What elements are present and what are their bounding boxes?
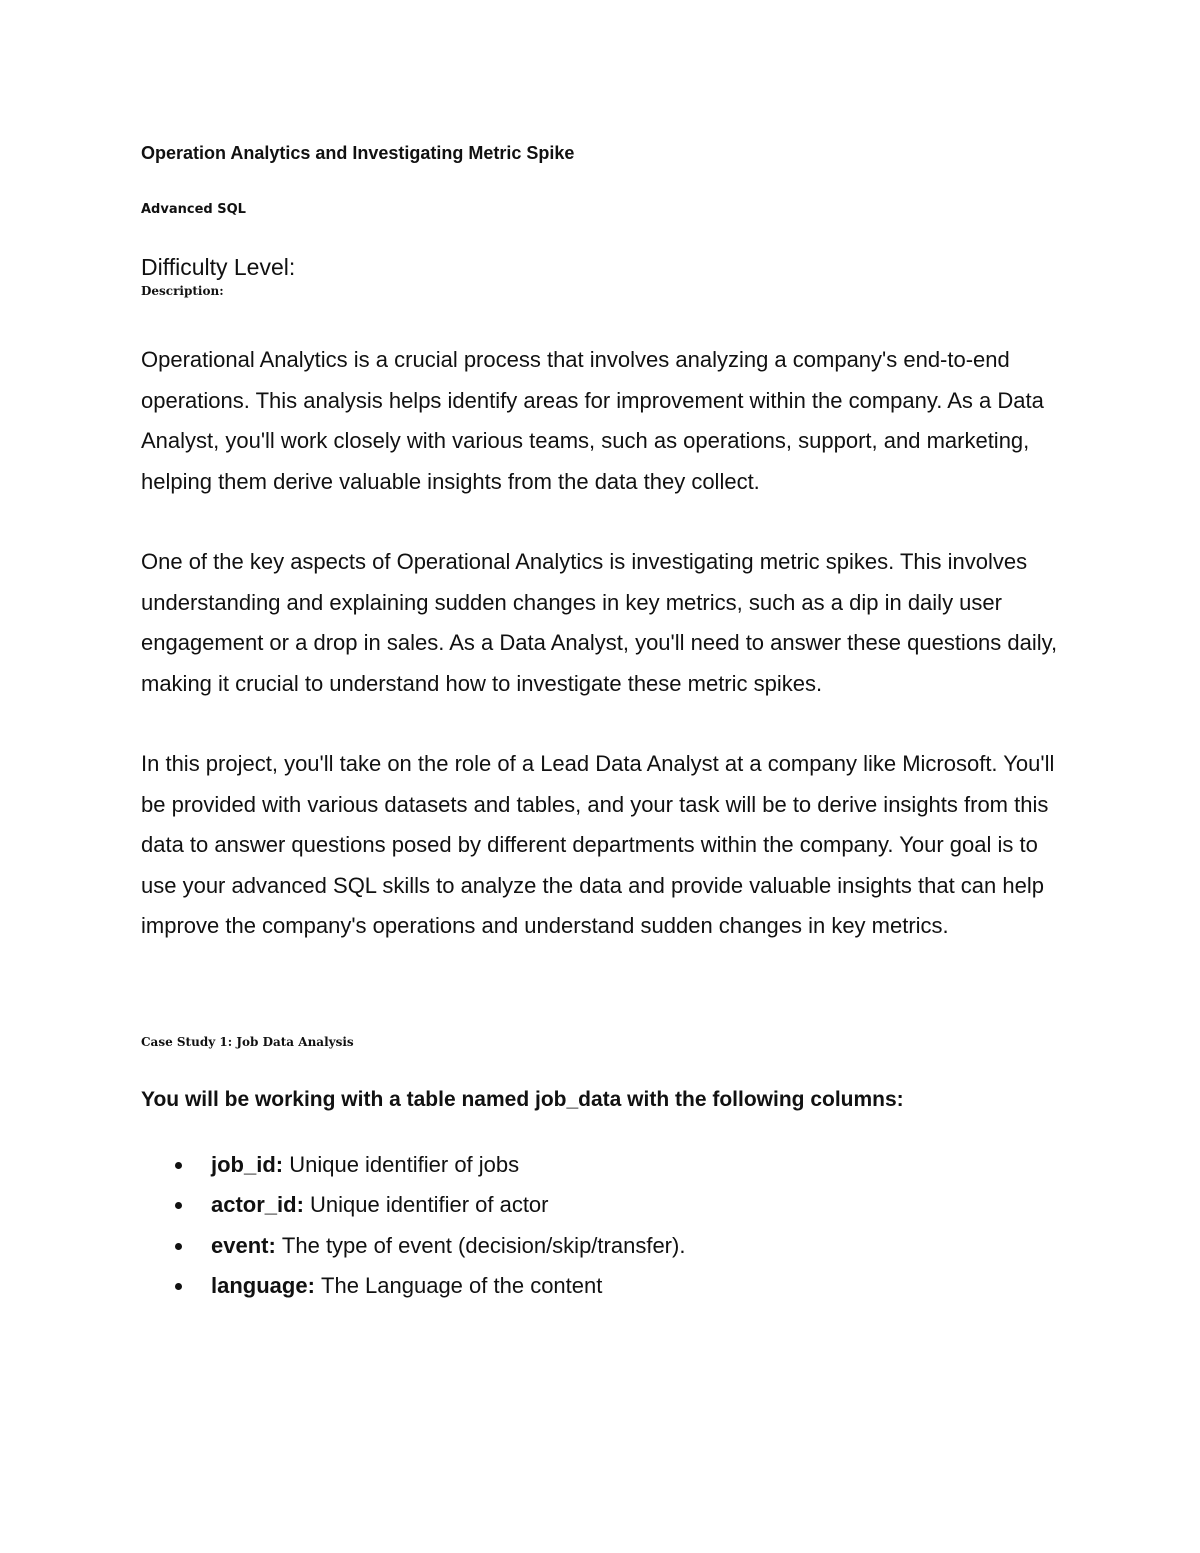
list-item <box>141 1145 1071 1186</box>
column-description: The Language of the content <box>321 1273 603 1298</box>
paragraph: One of the key aspects of Operational Analytics is investigating metric spikes. This involves understanding and explaining sudden changes in key metrics, such as a dip in daily user engagement or a drop in sales. As a Data Analyst, you'll need to answer these questions daily, making it crucial to understand how to investigate these metric spikes. <box>141 549 1058 696</box>
list-item <box>141 1185 1071 1226</box>
column-description: Unique identifier of jobs <box>289 1151 520 1177</box>
bullet-icon <box>175 1283 182 1290</box>
column-description: Unique identifier of actor <box>310 1192 549 1217</box>
column-name: event: <box>211 1232 282 1258</box>
bullet-icon <box>175 1202 182 1209</box>
paragraph: Operational Analytics is a crucial process that involves analyzing a company's end-to-end operations. This analysis helps identify areas for improvement within the company. As a Data Analyst, you'll work closely with various teams, such as operations, support, and marketing, helping them derive valuable insights from the data they collect. <box>141 347 1044 494</box>
column-name: actor_id: <box>211 1192 311 1217</box>
column-list <box>141 1145 1071 1307</box>
bullet-icon <box>175 1162 182 1169</box>
difficulty-label: Difficulty Level: <box>141 254 296 280</box>
list-item <box>141 1266 1071 1307</box>
column-name: job_id: <box>211 1151 290 1177</box>
description-label: Description: <box>141 284 224 298</box>
list-item <box>141 1226 1071 1267</box>
document-body <box>141 140 1071 1307</box>
bullet-icon <box>175 1243 182 1250</box>
document-title: Operation Analytics and Investigating Metric Spike <box>141 143 575 163</box>
table-intro-text: You will be working with a table named job_data with the following columns: <box>141 1087 904 1111</box>
case-study-heading: Case Study 1: Job Data Analysis <box>141 1034 354 1049</box>
column-name: language: <box>211 1273 322 1298</box>
document-subtitle: Advanced SQL <box>141 202 246 217</box>
paragraph: In this project, you'll take on the role of a Lead Data Analyst at a company like Microsoft. You'll be provided with various datasets and tables, and your task will be to derive insights from this data to answer questions posed by different departments within the company. Your goal is to use your advanced SQL skills to analyze the data and provide valuable insights that can help improve the company's operations and understand sudden changes in key metrics. <box>141 751 1055 938</box>
column-description: The type of event (decision/skip/transfer). <box>281 1232 686 1258</box>
